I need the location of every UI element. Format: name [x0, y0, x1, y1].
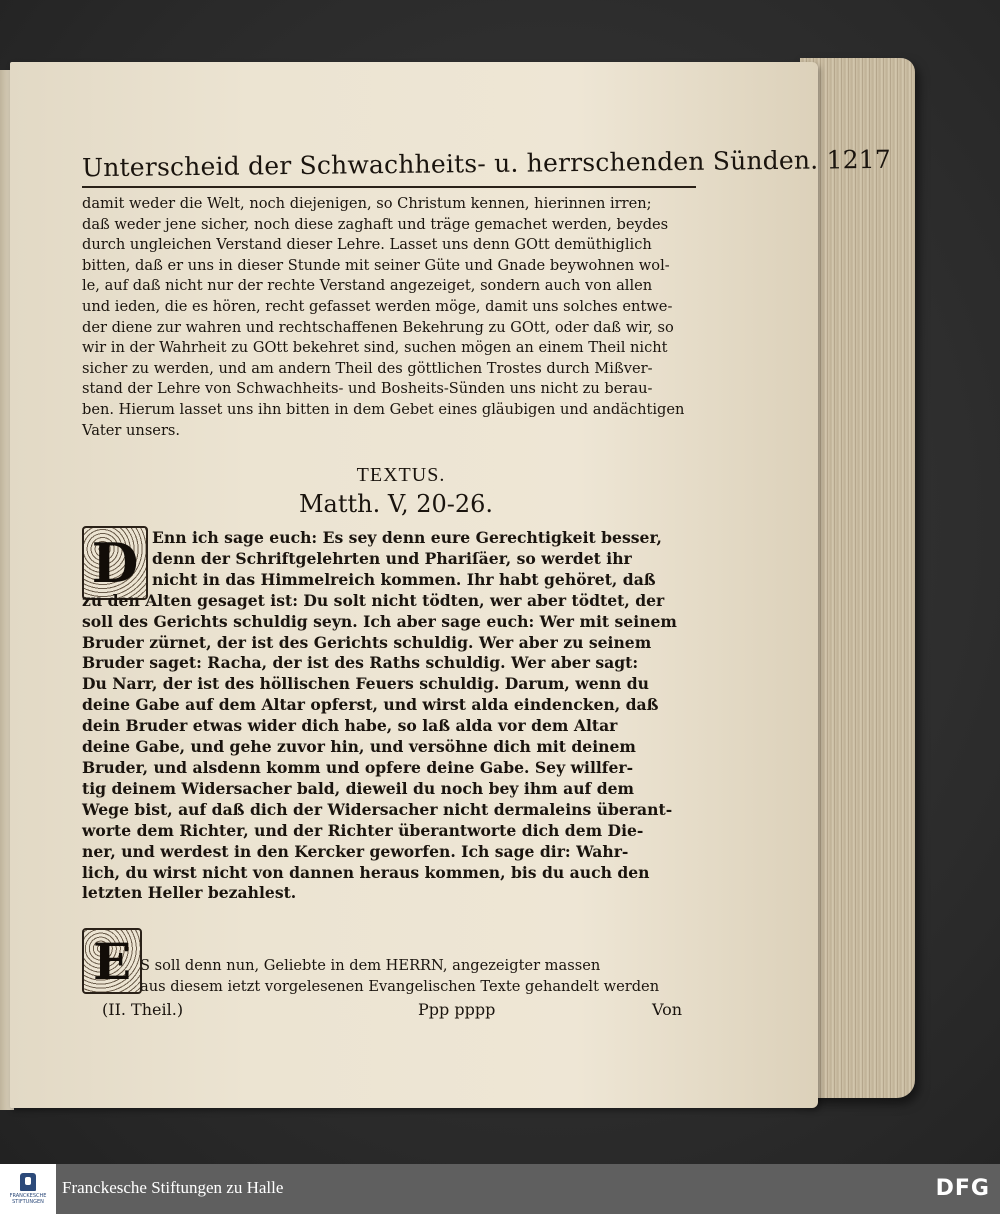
intro-line: stand der Lehre von Schwachheits- und Bosheits-Sünden uns nicht zu berau- [82, 380, 653, 398]
emblem-icon [20, 1173, 36, 1191]
bible-line: Du Narr, der ist des höllischen Feuers schuldig. Darum, wenn du [82, 674, 649, 694]
intro-line: und ieden, die es hören, recht gefasset werden möge, damit uns solches entwe- [82, 297, 673, 315]
dfg-logo[interactable]: DFG [935, 1176, 990, 1201]
page-number: 1217 [826, 144, 892, 175]
bible-line: ner, und werdest in den Kercker geworfen. Ich sage dir: Wahr- [82, 841, 629, 861]
intro-line: durch ungleichen Verstand dieser Lehre. Lasset uns denn GOtt demüthiglich [82, 236, 652, 254]
bible-line: Bruder, und alsdenn komm und opfere deine Gabe. Sey willfer- [82, 757, 634, 777]
logo-text-line2: STIFTUNGEN [12, 1199, 44, 1205]
bible-line: letzten Heller bezahlest. [82, 883, 297, 903]
closing-dropcap: E [82, 928, 142, 994]
head-rule [82, 186, 696, 188]
institution-logo[interactable] [0, 1164, 56, 1214]
bible-text [82, 528, 696, 904]
intro-line: der diene zur wahren und rechtschaffenen Bekehrung zu GOtt, oder daß wir, so [82, 318, 674, 336]
institution-name[interactable]: Franckesche Stiftungen zu Halle [62, 1178, 284, 1197]
bible-line: deine Gabe, und gehe zuvor hin, und versöhne dich mit deinem [82, 737, 636, 757]
bible-line: denn der Schriftgelehrten und Phariſäer, so werdet ihr [152, 548, 632, 568]
footer-catchword: Von [652, 1000, 683, 1019]
bible-line: Enn ich sage euch: Es sey denn eure Gerechtigkeit besser, [152, 528, 662, 547]
bible-line: Bruder zürnet, der ist des Gerichts schuldig. Wer aber zu seinem [82, 632, 652, 652]
textus-heading: TEXTUS. [356, 464, 446, 486]
bible-line: lich, du wirst nicht von dannen heraus kommen, bis du auch den [82, 862, 650, 882]
intro-line: ben. Hierum lasset uns ihn bitten in dem Gebet eines gläubigen und andächtigen [82, 400, 685, 418]
bible-line: soll des Gerichts schuldig seyn. Ich aber sage euch: Wer mit seinem [82, 611, 677, 631]
bible-dropcap: D [82, 526, 148, 600]
intro-line: bitten, daß er uns in dieser Stunde mit seiner Güte und Gnade beywohnen wol- [82, 256, 670, 274]
bible-line: Bruder saget: Racha, der ist des Raths schuldig. Wer aber sagt: [82, 653, 639, 673]
bible-line: zu den Alten gesaget ist: Du solt nicht tödten, wer aber tödtet, der [82, 590, 665, 610]
scripture-reference: Matth. V, 20-26. [298, 490, 494, 518]
closing-paragraph [82, 956, 696, 997]
closing-line: aus diesem ietzt vorgelesenen Evangelischen Texte gehandelt werden [140, 977, 660, 995]
footer-signature: Ppp pppp [418, 1000, 496, 1019]
bible-line: worte dem Richter, und der Richter überantworte dich dem Die- [82, 820, 644, 840]
intro-line: daß weder jene sicher, noch diese zaghaft und träge gemachet werden, beydes [82, 215, 669, 233]
running-head-title: Unterscheid der Schwachheits- u. herrschenden Sünden. [81, 145, 819, 183]
intro-line: sicher zu werden, und am andern Theil des göttlichen Trostes durch Mißver- [82, 359, 653, 377]
bible-line: dein Bruder etwas wider dich habe, so laß alda vor dem Altar [82, 716, 618, 736]
closing-line: S soll denn nun, Geliebte in dem HERRN, angezeigter massen [140, 957, 601, 974]
bible-line: nicht in das Himmelreich kommen. Ihr habt gehöret, daß [152, 569, 656, 589]
intro-line: le, auf daß nicht nur der rechte Verstand angezeiget, sondern auch von allen [82, 277, 653, 295]
footer-part: (II. Theil.) [102, 1000, 184, 1019]
bible-line: Wege bist, auf daß dich der Widersacher nicht dermaleins überant- [82, 799, 673, 819]
intro-line: wir in der Wahrheit zu GOtt bekehret sind, suchen mögen an einem Theil nicht [82, 339, 668, 357]
bible-line: deine Gabe auf dem Altar opferst, und wirst alda eindencken, daß [82, 695, 659, 715]
intro-line: damit weder die Welt, noch diejenigen, so Christum kennen, hierinnen irren; [82, 195, 652, 212]
intro-paragraph [82, 194, 694, 441]
footer-banner [0, 1164, 1000, 1214]
bible-line: tig deinem Widersacher bald, dieweil du noch bey ihm auf dem [82, 778, 635, 798]
intro-line: Vater unsers. [82, 421, 181, 439]
logo-text-line1: FRANCKESCHE [9, 1193, 47, 1199]
logo-text [10, 1193, 47, 1205]
